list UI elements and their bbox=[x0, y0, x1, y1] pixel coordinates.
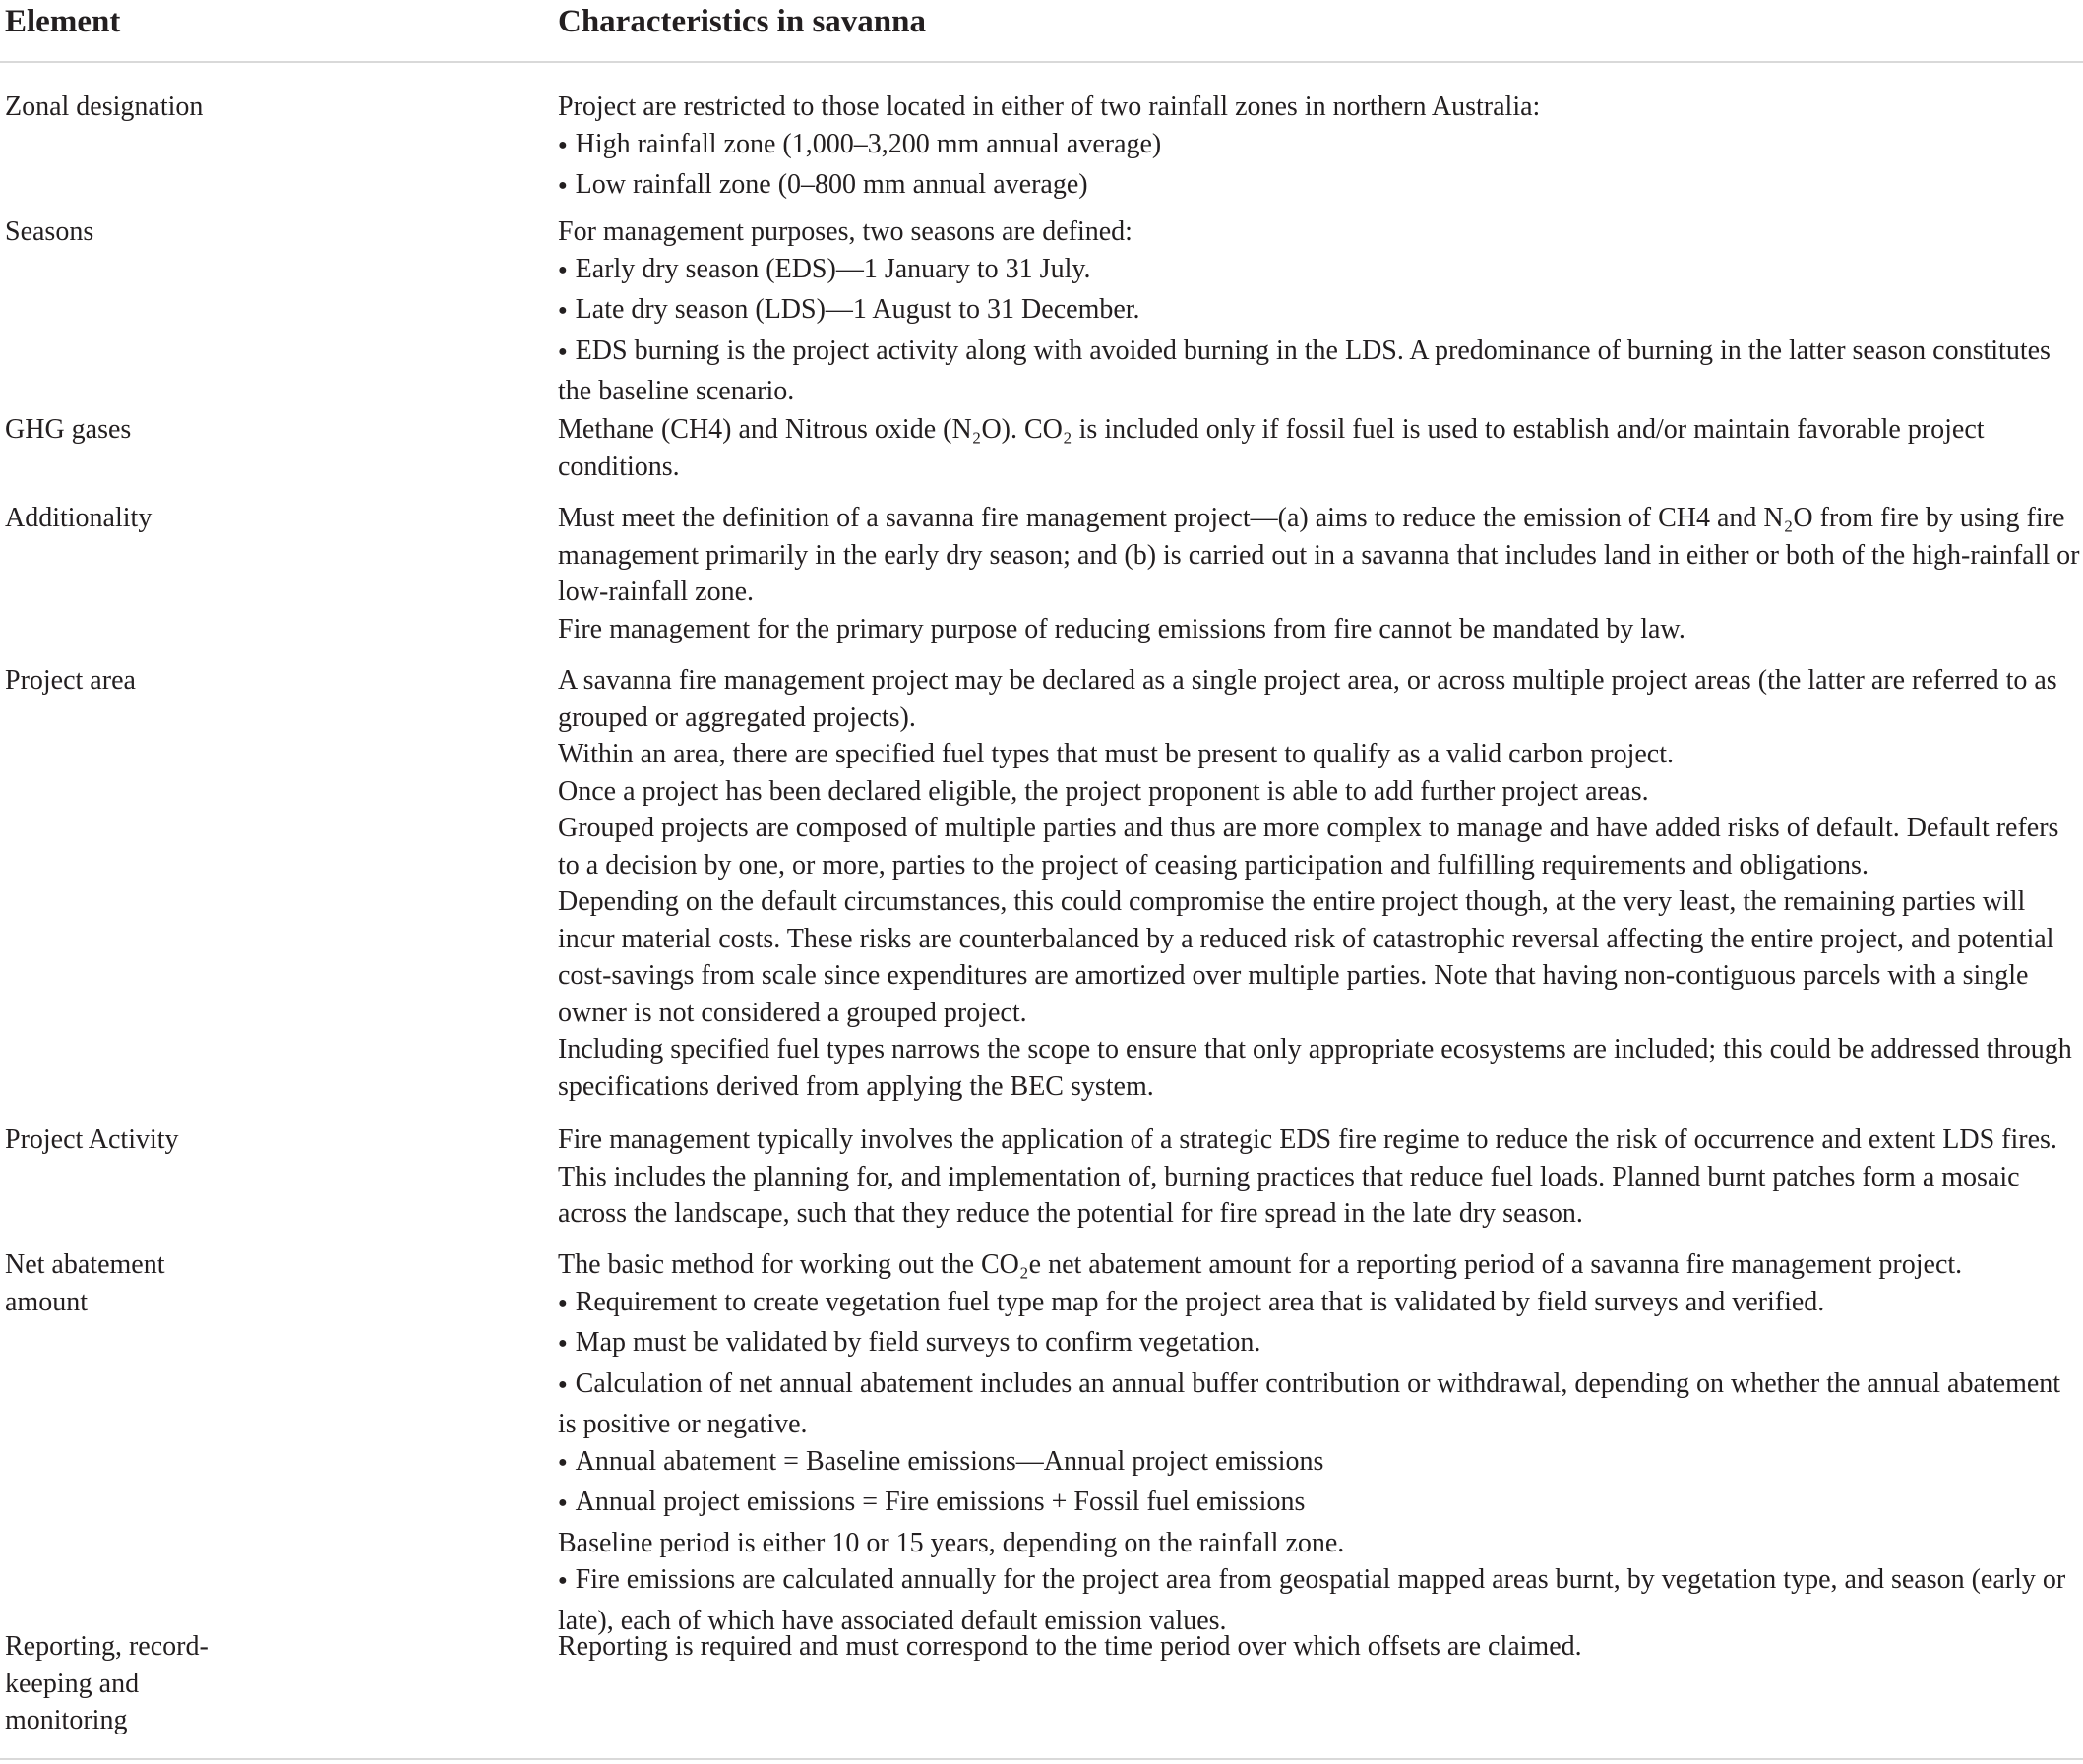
row-line: The basic method for working out the CO₂e net abatement amount for a reporting period of a savanna fire management project. bbox=[558, 1249, 1963, 1280]
row-line: ● Requirement to create vegetation fuel type map for the project area that is validated by field surveys and verified. bbox=[558, 1284, 2081, 1325]
row-line: ● Annual abatement = Baseline emissions—Annual project emissions bbox=[558, 1443, 2081, 1485]
row-characteristics bbox=[558, 213, 2081, 410]
row-line: A savanna fire management project may be declared as a single project area, or across multiple project areas (the latter are referred to as grouped or aggregated projects). bbox=[558, 665, 2057, 733]
row-line: Fire management typically involves the application of a strategic EDS fire regime to reduce the risk of occurrence and extent LDS fires. This includes the planning for, and implementation of, burning practices that reduce fuel loads. Planned burnt patches form a mosaic across the landscape, such that they reduce the potential for fire spread in the late dry season. bbox=[558, 1125, 2057, 1229]
row-line: Including specified fuel types narrows the scope to ensure that only appropriate ecosystems are included; this could be addressed through specifications derived from applying the BEC system. bbox=[558, 1034, 2072, 1102]
row-line: Within an area, there are specified fuel types that must be present to qualify as a valid carbon project. bbox=[558, 739, 1674, 769]
row-element: Additionality bbox=[5, 503, 153, 533]
row-line: For management purposes, two seasons are defined: bbox=[558, 216, 1133, 247]
row-element: Project area bbox=[5, 665, 136, 696]
row-line: Baseline period is either 10 or 15 years, depending on the rainfall zone. bbox=[558, 1527, 1345, 1558]
row-line: Depending on the default circumstances, this could compromise the entire project though, at the very least, the remaining parties will incur material costs. These risks are counterbalanced by a reduced risk of catastrophic reversal affecting the entire project, and potential cost-savings from scale since expenditures are amortized over multiple parties. Note that having non-contiguous parcels with a single owner is not considered a grouped project. bbox=[558, 886, 2054, 1028]
row-characteristics bbox=[558, 89, 2081, 208]
row-characteristics bbox=[558, 411, 2081, 485]
row-line: Fire management for the primary purpose of reducing emissions from fire cannot be mandated by law. bbox=[558, 613, 1685, 644]
row-element: Reporting, record-keeping and monitoring bbox=[5, 1631, 209, 1735]
row-line: ● Map must be validated by field surveys to confirm vegetation. bbox=[558, 1324, 2081, 1366]
row-line: Once a project has been declared eligible, the project proponent is able to add further project areas. bbox=[558, 775, 1649, 807]
row-element: Project Activity bbox=[5, 1125, 179, 1155]
row-element: Seasons bbox=[5, 216, 94, 247]
bottom-rule bbox=[0, 1758, 2083, 1760]
header-characteristics: Characteristics in savanna bbox=[558, 4, 926, 39]
row-characteristics bbox=[558, 1122, 2081, 1233]
row-line: ● Late dry season (LDS)—1 August to 31 December. bbox=[558, 291, 2081, 333]
row-line: Project are restricted to those located in either of two rainfall zones in northern Australia: bbox=[558, 91, 1541, 122]
row-line: ● High rainfall zone (1,000–3,200 mm annual average) bbox=[558, 126, 2081, 167]
row-element: Net abatement amount bbox=[5, 1249, 165, 1317]
row-characteristics bbox=[558, 662, 2081, 1105]
row-line: ● EDS burning is the project activity along with avoided burning in the LDS. A predominance of burning in the latter season constitutes the baseline scenario. bbox=[558, 333, 2081, 410]
row-element: GHG gases bbox=[5, 414, 132, 445]
row-characteristics bbox=[558, 1247, 2081, 1639]
header-element: Element bbox=[5, 4, 121, 39]
table-header bbox=[0, 0, 2083, 63]
row-line: Reporting is required and must correspond to the time period over which offsets are claimed. bbox=[558, 1631, 1582, 1662]
row-line: Grouped projects are composed of multiple parties and thus are more complex to manage and have added risks of default. Default refers to a decision by one, or more, parties to the project of ceasing participation and fulfilling requirements and obligations. bbox=[558, 813, 2059, 881]
row-line: Methane (CH4) and Nitrous oxide (N₂O). CO₂ is included only if fossil fuel is used to establish and/or maintain favorable project conditions. bbox=[558, 414, 1985, 482]
row-characteristics bbox=[558, 1628, 2081, 1666]
row-line: ● Fire emissions are calculated annually for the project area from geospatial mapped areas burnt, by vegetation type, and season (early or late), each of which have associated default emission values. bbox=[558, 1561, 2081, 1639]
row-element: Zonal designation bbox=[5, 91, 204, 122]
row-line: ● Calculation of net annual abatement includes an annual buffer contribution or withdrawal, depending on whether the annual abatement is positive or negative. bbox=[558, 1366, 2081, 1443]
row-line: ● Annual project emissions = Fire emissions + Fossil fuel emissions bbox=[558, 1484, 2081, 1525]
row-line: ● Early dry season (EDS)—1 January to 31 July. bbox=[558, 251, 2081, 292]
row-line: Must meet the definition of a savanna fire management project—(a) aims to reduce the emission of CH4 and N₂O from fire by using fire management primarily in the early dry season; and (b) is carried out in a savanna that includes land in either or both of the high-rainfall or low-rainfall zone. bbox=[558, 503, 2080, 607]
row-line: ● Low rainfall zone (0–800 mm annual average) bbox=[558, 166, 2081, 208]
row-characteristics bbox=[558, 500, 2081, 647]
